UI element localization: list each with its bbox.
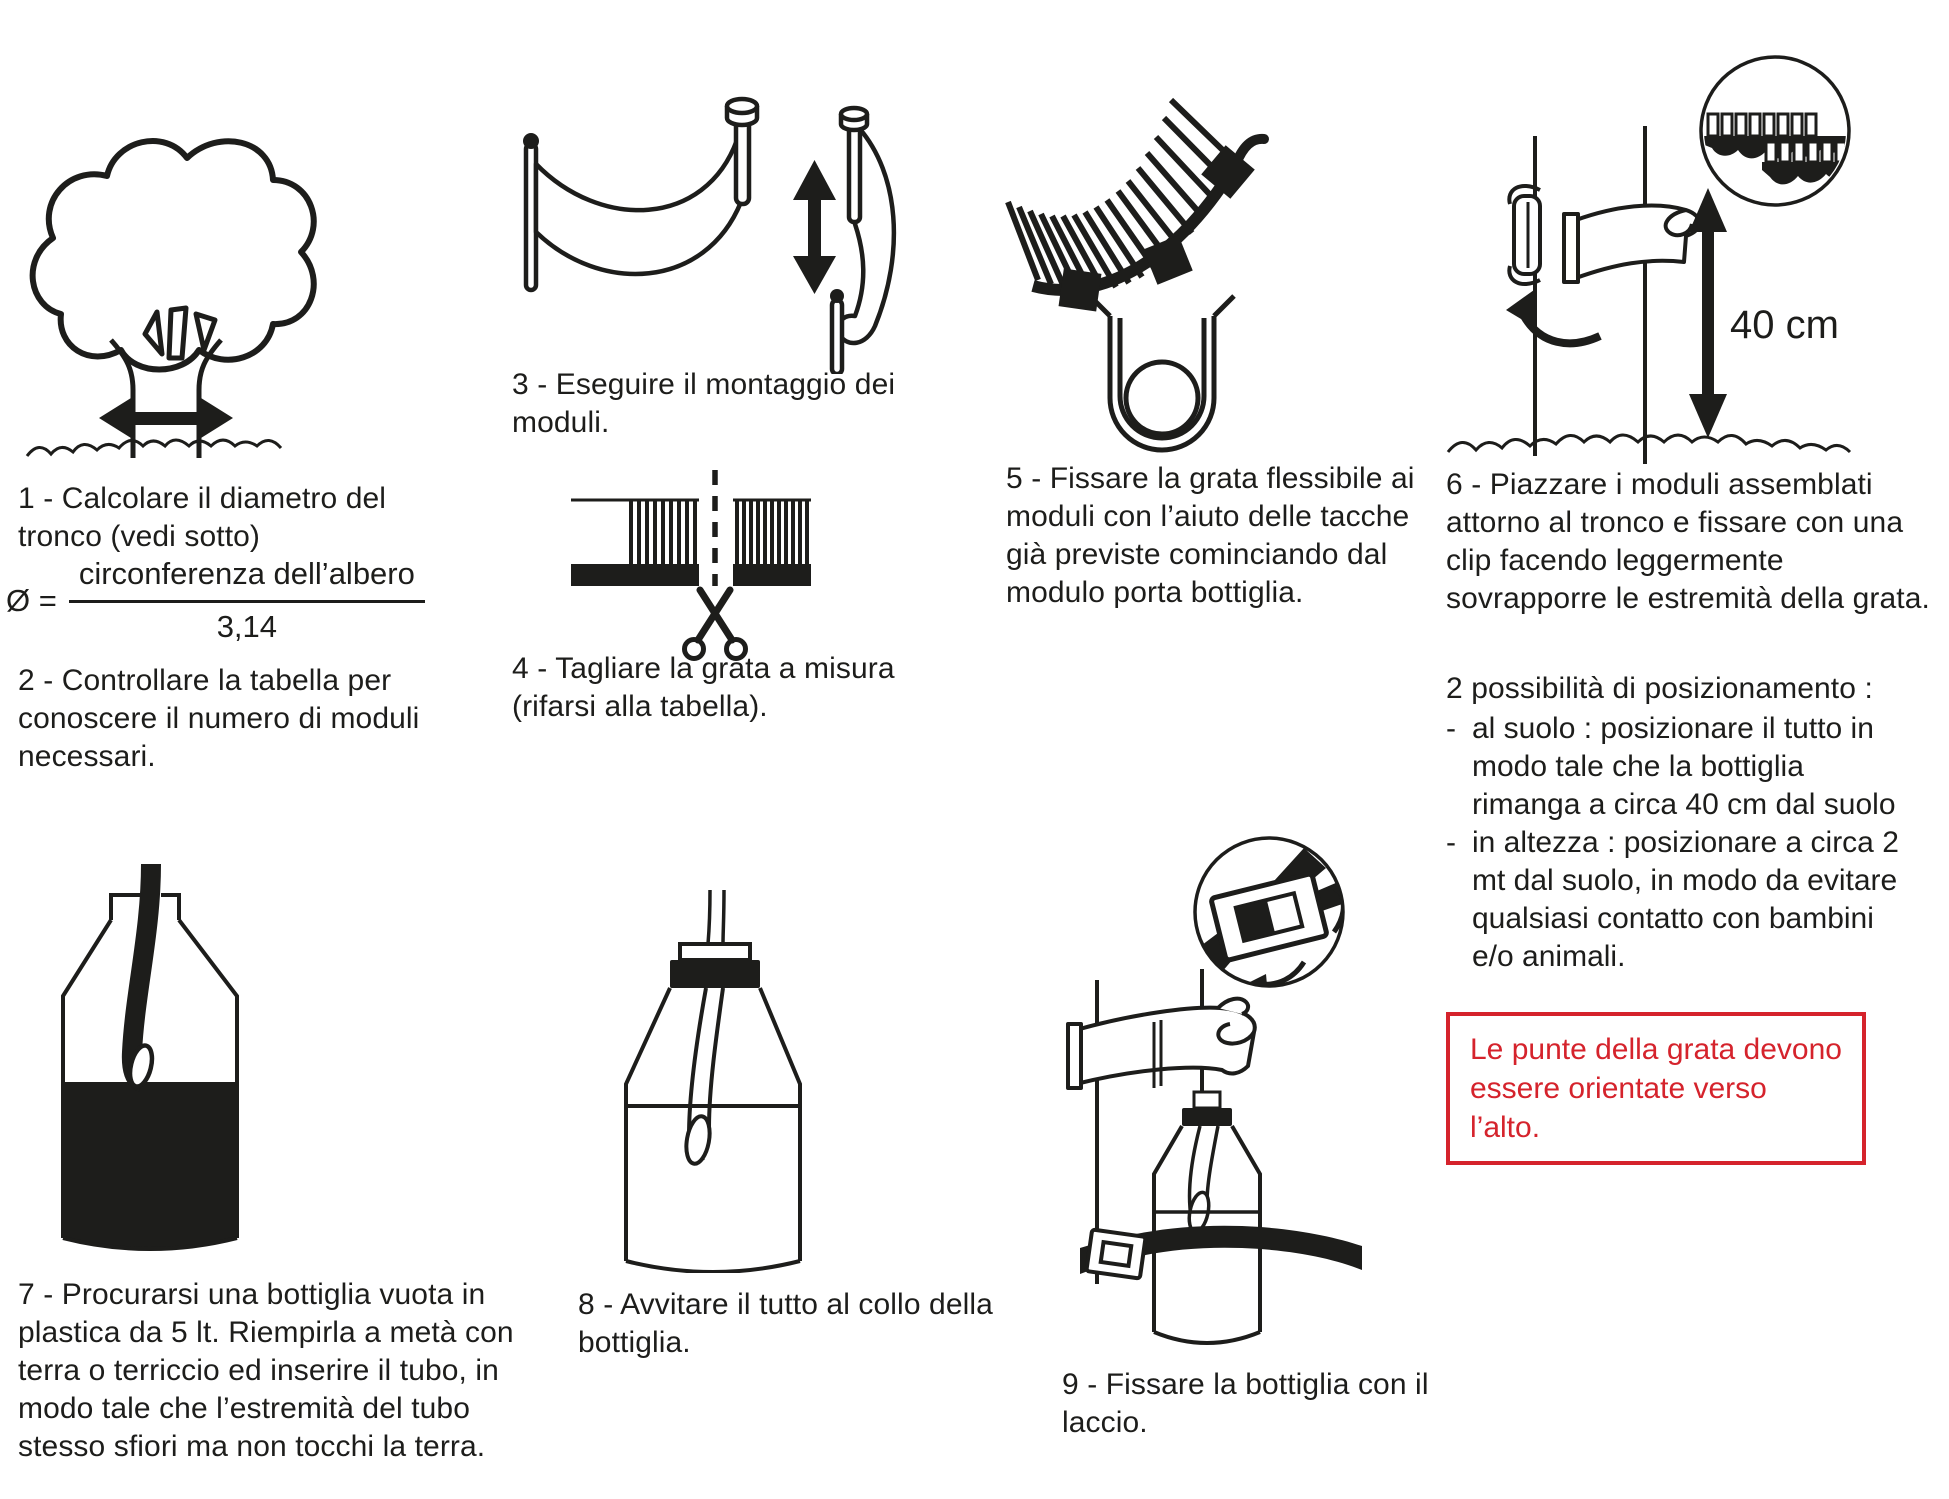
step-9-text: 9 - Fissare la bottiglia con il laccio. [1062,1368,1429,1439]
grass-line [1448,435,1850,452]
trunk-mounting-illustration [1440,38,1910,470]
step-2-text: 2 - Controllare la tabella per conoscere il numero di moduli necessari. [18,664,420,773]
step-8-text: 8 - Avvitare il tutto al collo della bottiglia. [578,1288,993,1359]
step-1-text: 1 - Calcolare il diametro del tronco (vedi sotto) [18,482,387,553]
bottle-cap [1182,1108,1232,1126]
vertical-arrow-icon [793,160,836,294]
module-side-view [838,128,894,343]
formula-numerator: circonferenza dell’albero [69,556,425,603]
grate-clips-illustration [1000,68,1330,468]
half-filled-bottle-illustration [55,862,245,1262]
positioning-option-height: - in altezza : posizionare a circa 2 mt dal suolo, in modo da evitare qualsiasi contatto con bambini e/o animali. [1446,826,1899,973]
warning-box [1446,1012,1866,1165]
bottle-strapped-illustration [1042,812,1387,1364]
scissors-icon [685,590,746,659]
step-7-text: 7 - Procurarsi una bottiglia vuota in plastica da 5 lt. Riempirla a metà con terra o terriccio ed inserire il tubo, in modo tale che l’estremità del tubo stesso sfiori ma non tocchi la terra. [18,1278,514,1463]
positioning-option-ground: - al suolo : posizionare il tutto in modo tale che la bottiglia rimanga a circa 40 cm dal suolo [1446,712,1896,821]
bottle-with-tube-illustration [618,888,808,1273]
soil-fill [63,1082,237,1249]
diameter-formula [6,556,425,645]
diameter-arrow-icon [99,398,233,438]
height-measure-label: 40 cm [1730,303,1839,347]
rotate-arrow-icon [1506,290,1600,343]
modules-assembly-illustration [505,82,905,374]
step-3-text: 3 - Eseguire il montaggio dei moduli. [512,368,896,439]
tree-diameter-illustration [15,118,335,468]
step-4-text: 4 - Tagliare la grata a misura (rifarsi alla tabella). [512,652,895,723]
module-band [536,140,741,274]
grate-spikes [1008,100,1233,290]
formula-denominator: 3,14 [216,609,278,644]
bottle-holder-module [1090,296,1234,450]
warning-text: Le punte della grata devono essere orientate verso l’alto. [1470,1033,1842,1144]
grate-teeth [631,500,807,564]
cut-grate-illustration [553,462,853,662]
step-5-text: 5 - Fissare la grata flessibile ai moduli con l’aiuto delle tacche già previste cominciando dal modulo porta bottiglia. [1006,462,1415,609]
positioning-heading: 2 possibilità di posizionamento : [1446,672,1873,705]
clips [1059,145,1255,311]
formula-fraction [69,556,425,645]
grass-line [27,440,281,456]
bottle-outline [626,988,800,1272]
bottle-cap [670,960,760,988]
overlap-detail-inset [1701,57,1852,205]
wrap-band [1564,205,1700,282]
positioning-options [1446,710,1916,976]
step-6-text: 6 - Piazzare i moduli assemblati attorno al tronco e fissare con una clip facendo leggermente sovrapporre le estremità della grata. [1446,468,1930,615]
buckle-detail-inset [1182,838,1348,996]
height-arrow-icon [1689,188,1727,438]
formula-symbol: Ø = [6,582,57,618]
clip-on-pole [1509,186,1540,284]
strap-buckle [1086,1229,1145,1278]
